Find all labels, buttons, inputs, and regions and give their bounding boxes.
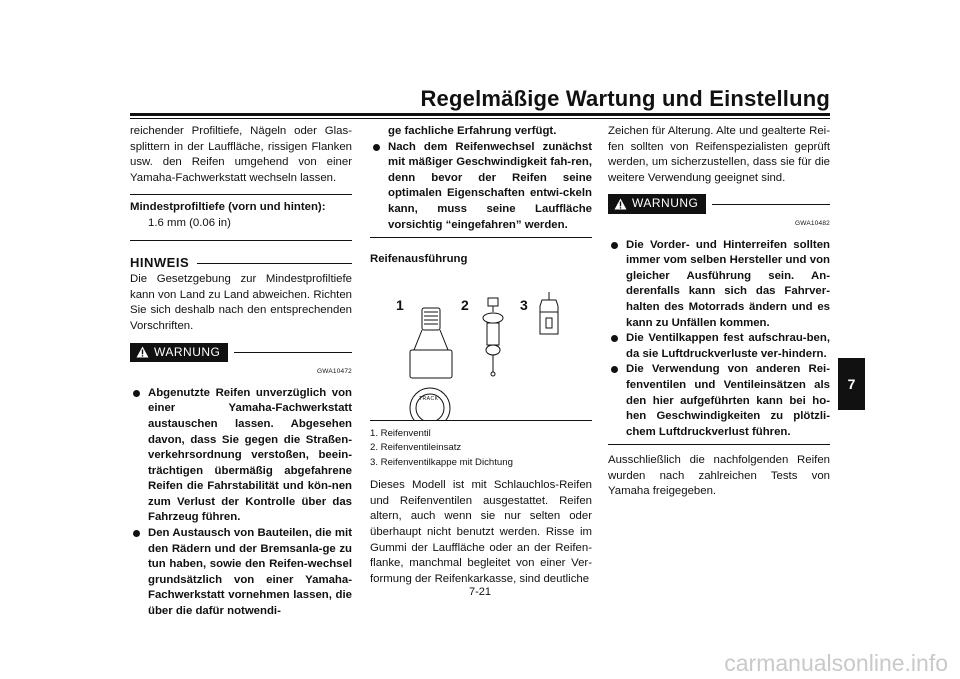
min-tread-box <box>130 194 352 240</box>
warning-item: Die Verwendung von anderen Rei-fenventilen und Ventileinsätzen als den hier aufgeführten kann bei ho-hen Geschwindigkeiten zu plötzli-chem Luftdruckverlust führen. <box>608 362 830 440</box>
warning-list-2 <box>608 238 830 441</box>
warning-label-1: WARNUNG <box>154 344 221 359</box>
column-3 <box>608 124 830 500</box>
warning-item: Die Vorder- und Hinterreifen sollten immer vom selben Hersteller und von gleicher Ausführung sein. An-derenfalls kann sich das Fahrver-halten des Motorrads ändern und es kann zu Unfällen kommen. <box>608 238 830 332</box>
warning-item: Abgenutzte Reifen unverzüglich von einer Yamaha-Fachwerkstatt austauschen lassen. Abgesehen davon, dass Sie gegen die Straßen-verkehrsordnung verstoßen, beein-trächtigen übermäßig abgefahrene Reifen die Fahrstabilität und kön-nen zum Verlust der Kontrolle über das Fahrzeug führen. <box>130 386 352 526</box>
column-1 <box>130 124 352 620</box>
title-rule-thin <box>130 118 830 119</box>
warning-label-2: WARNUNG <box>632 196 699 211</box>
page-title: Regelmäßige Wartung und Einstellung <box>420 86 830 111</box>
warning-item: Die Ventilkappen fest aufschrau-ben, da sie Luftdruckverluste ver-hindern. <box>608 331 830 362</box>
caption-item: 2. Reifenventileinsatz <box>370 442 462 454</box>
chapter-tab: 7 <box>838 358 865 410</box>
warning-triangle-icon <box>136 346 149 358</box>
warning-list-1-cont <box>370 140 592 234</box>
hinweis-label: HINWEIS <box>130 254 190 270</box>
hinweis-text: Die Gesetzgebung zur Mindestprofiltiefe kann von Land zu Land abweichen. Richten Sie sich deshalb nach den entsprechenden Vorschriften. <box>130 273 352 332</box>
figure-label-1: 1 <box>396 296 404 313</box>
valve-cap-text: TRACK <box>419 395 439 402</box>
warning-continuation: ge fachliche Erfahrung verfügt. <box>388 125 557 137</box>
warning-end-rule <box>370 237 592 238</box>
section-heading: Reifenausführung <box>370 253 468 266</box>
warning-item: Nach dem Reifenwechsel zunächst mit mäßiger Geschwindigkeit fah-ren, denn bevor der Reifen seine optimalen Eigenschaften entwi-ckeln kann, muss seine Lauffläche vorsichtig “eingefahren” werden. <box>370 140 592 234</box>
warning-list-1 <box>130 386 352 620</box>
min-tread-value: 1.6 mm (0.06 in) <box>148 216 231 229</box>
warning-triangle-icon <box>614 198 627 210</box>
column-2 <box>370 124 592 587</box>
aging-text: Zeichen für Alterung. Alte und gealterte Rei-fen sollten von Reifenspezialisten geprüft werden, um sicherzustellen, dass sie für die weitere Verwendung geeignet sind. <box>608 125 830 184</box>
tire-valve-figure <box>370 272 592 421</box>
warning-rule-1 <box>234 352 352 353</box>
intro-paragraph: reichender Profiltiefe, Nägeln oder Glas-splittern in der Lauffläche, rissigen Flanken usw. den Reifen umgehend von einer Yamaha-Fachwerkstatt wechseln lassen. <box>130 125 352 184</box>
warning-rule-2 <box>712 204 830 205</box>
warning-code-1: GWA10472 <box>317 368 352 376</box>
caption-item: 1. Reifenventil <box>370 427 431 439</box>
title-rule <box>130 113 830 116</box>
tire-type-text: Dieses Modell ist mit Schlauchlos-Reifen und Reifenventilen ausgestattet. Reifen altern, auch wenn sie nur selten oder überhaupt nicht benutzt werden. Risse im Gummi der Lauffläche oder an der Reifen-flanke, manchmal begleitet von einer Ver-formung der Reifenkarkasse, sind deutliche <box>370 479 592 585</box>
warning-header-2 <box>608 194 830 214</box>
hinweis-rule <box>197 263 352 264</box>
warning-badge-2 <box>608 194 706 214</box>
min-tread-title: Mindestprofiltiefe (vorn und hinten): <box>130 201 326 214</box>
figure-label-2: 2 <box>461 296 469 313</box>
warning-end-rule-2 <box>608 444 830 445</box>
hinweis-header <box>130 255 352 271</box>
caption-item: 3. Reifenventilkappe mit Dichtung <box>370 456 513 468</box>
tire-valve-drawing <box>370 272 592 420</box>
figure-label-3: 3 <box>520 296 528 313</box>
warning-badge-1 <box>130 343 228 363</box>
approved-tires-text: Ausschließlich die nachfolgenden Reifen wurden nach zahlreichen Tests von Yamaha freigegeben. <box>608 454 830 498</box>
warning-item: Den Austausch von Bauteilen, die mit den Rädern und der Bremsanla-ge zu tun haben, sowie den Reifen-wechsel grundsätzlich von einer Yamaha-Fachwerkstatt vornehmen lassen, die über die dafür notwendi- <box>130 526 352 620</box>
warning-header-1 <box>130 343 352 363</box>
watermark: carmanualsonline.info <box>724 650 948 676</box>
figure-captions <box>370 427 592 471</box>
page-number: 7-21 <box>468 586 492 598</box>
warning-code-2: GWA10482 <box>795 219 830 227</box>
